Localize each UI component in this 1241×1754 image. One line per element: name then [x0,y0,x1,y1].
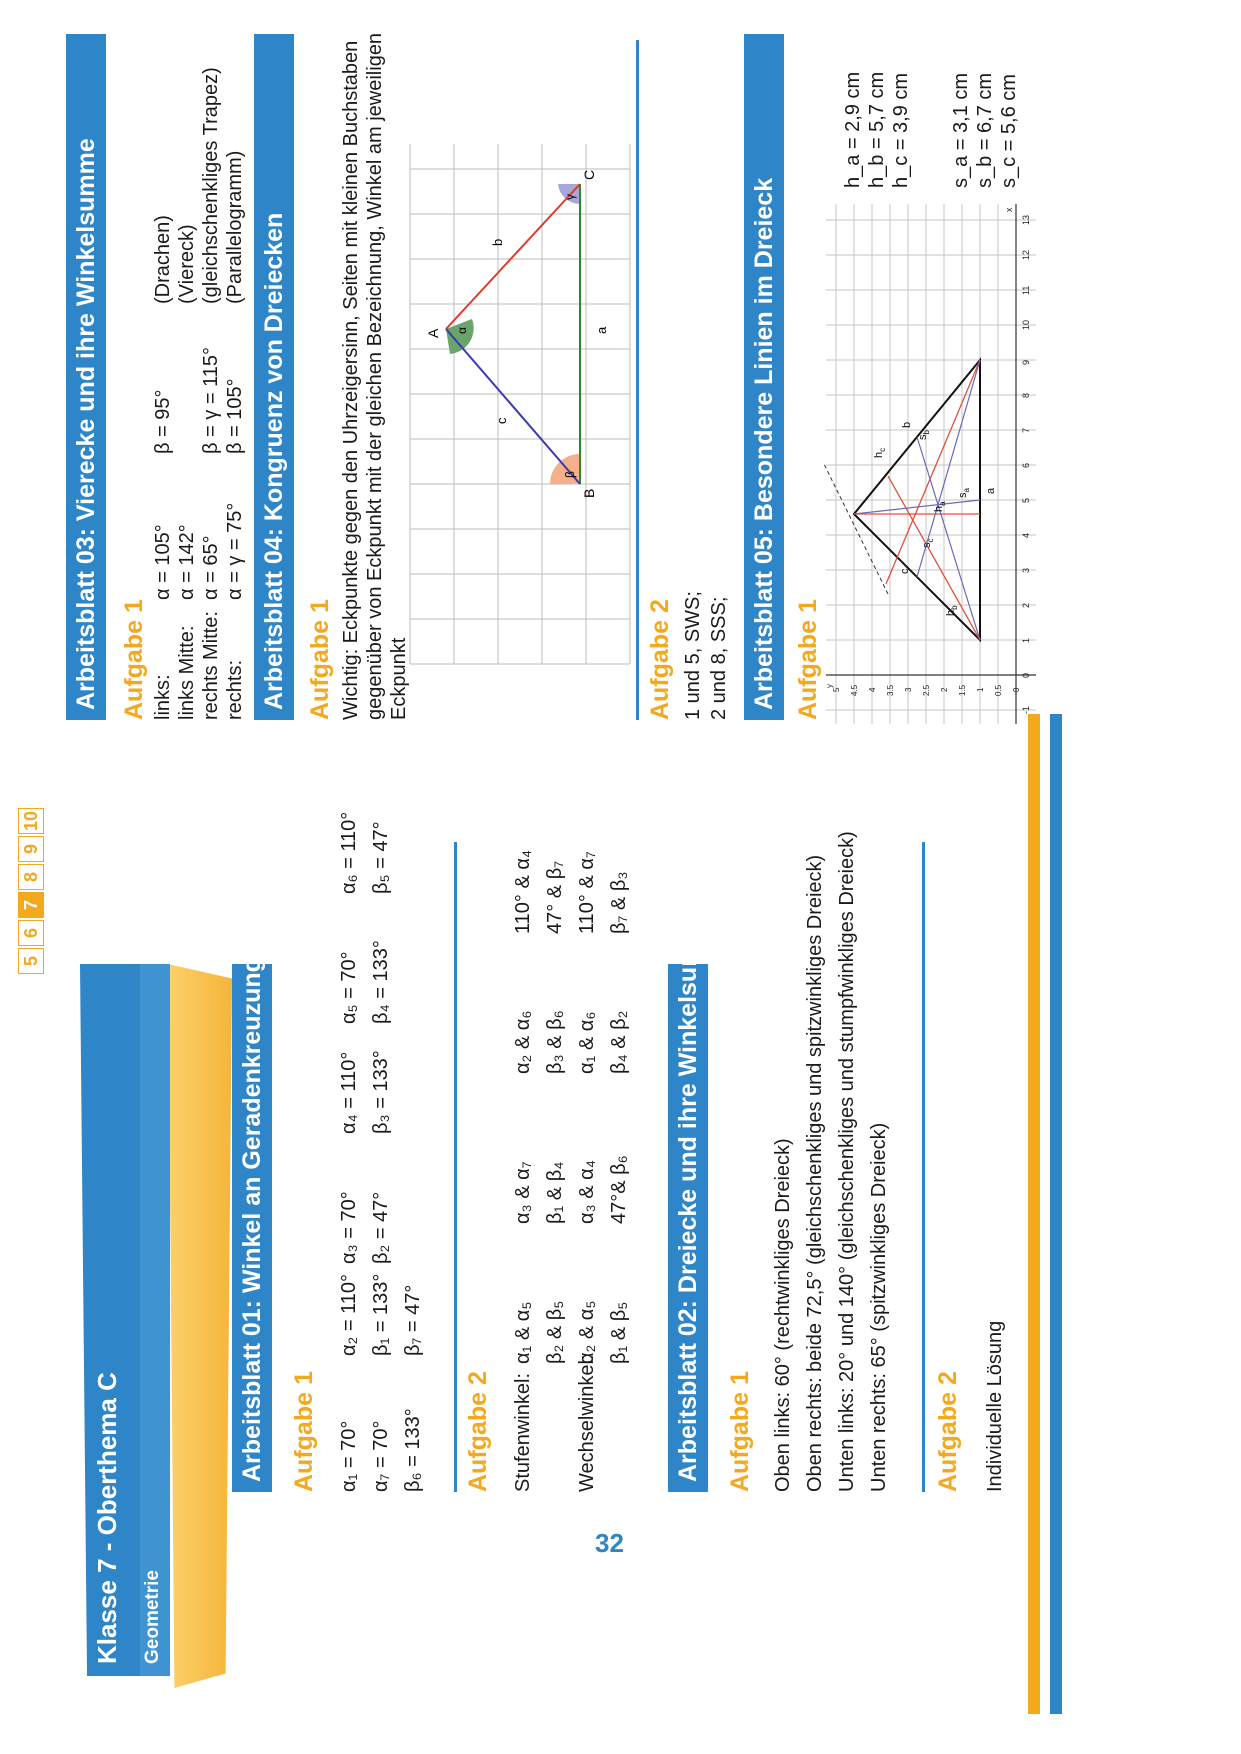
column-divider-blue [1050,714,1062,1714]
val: β₇ & β₃ [608,871,630,934]
cell: (gleichschenkliges Trapez) [200,67,222,304]
cell: α = 142° [176,524,198,600]
ab03-aufgabe1-heading: Aufgabe 1 [120,599,148,720]
ab02-line: Unten rechts: 65° (spitzwinkliges Dreieck) [868,1122,890,1492]
label-a: a [985,487,997,494]
tick: 4 [868,687,877,692]
separator [636,40,639,720]
label-b: b [901,421,913,428]
page-number: 32 [595,1528,624,1559]
tab-10[interactable]: 10 [18,808,44,834]
tick: 3.5 [886,684,895,696]
val: α₂ & α₅ [576,1300,598,1364]
tick: 5 [1021,497,1031,503]
angle-beta-label: β [563,471,577,478]
ab04-a2-line: 1 und 5, SWS; [682,591,704,720]
val: α₃ & α₇ [512,1161,534,1224]
tab-9[interactable]: 9 [18,836,44,862]
tick: 8 [1021,392,1031,398]
label-sa: $s_a$ [957,488,971,498]
ab04-triangle-figure [410,144,630,664]
ab02-aufgabe1-heading: Aufgabe 1 [726,1371,754,1492]
label-sb: $s_b$ [917,430,931,440]
ab05-aufgabe1-heading: Aufgabe 1 [794,599,822,720]
label-c: c [899,568,911,574]
tick: 1 [976,687,985,692]
y-tick-labels [825,684,1021,696]
ab02-a2-text: Individuelle Lösung [984,1320,1006,1492]
stufenwinkel-label: Stufenwinkel: [512,1373,534,1492]
tick: -1 [1021,705,1031,714]
cell: α = 65° [200,535,222,600]
ab02-line: Unten links: 20° und 140° (gleichschenkliges und stumpfwinkliges Dreieck) [836,831,858,1492]
height-hb: h_b = 5,7 cm [866,71,888,188]
ab05-coordinate-figure [826,194,1048,724]
val: α₃ = 70° [338,1191,360,1264]
ab02-line: Oben links: 60° (rechtwinkliges Dreieck) [772,1138,794,1492]
grid [410,144,630,664]
cell: links Mitte: [176,625,198,720]
median-sc-value: s_c = 5,6 cm [998,74,1020,188]
val: α₁ & α₅ [512,1301,534,1364]
tick: 6 [1021,462,1031,468]
altitude-hc [886,360,980,584]
header-yellow-stripe [168,964,232,1688]
val: α₆ = 110° [338,811,360,894]
column-divider-orange [1028,714,1040,1714]
side-b [446,184,580,329]
cell: links: [152,674,174,720]
tick: 7 [1021,427,1031,433]
val: β₇ = 47° [402,1284,424,1356]
ab04-note: Eckpunkt [388,637,410,720]
val: β₄ = 133° [370,940,392,1024]
label-hc: $h_c$ [873,447,887,458]
cell: (Viereck) [176,224,198,304]
val: α₄ = 110° [338,1051,360,1134]
ab05-title: Arbeitsblatt 05: Besondere Linien im Dreieck [744,34,784,720]
val: α₃ & α₄ [576,1160,598,1224]
altitude-hb [888,476,980,640]
tick: 1.5 [958,684,967,696]
cell: β = 105° [224,378,246,454]
cell: rechts Mitte: [200,611,222,720]
tick: 13 [1021,214,1031,225]
tick: 0 [1012,687,1021,692]
x-tick-labels [1004,207,1031,714]
ab02-title: Arbeitsblatt 02: Dreiecke und ihre Winkelsumme [668,964,708,1492]
cell: (Drachen) [152,215,174,304]
side-c [446,329,580,484]
val: β₁ = 133° [370,1273,392,1356]
tick: 1 [1021,637,1031,643]
header-subtitle: Geometrie [142,1570,163,1664]
cell: α = γ = 75° [224,502,246,600]
cell: β = 95° [152,389,174,454]
separator [922,842,925,1492]
tick: 2 [940,687,949,692]
ab02-line: Oben rechts: beide 72,5° (gleichschenkliges und spitzwinkliges Dreieck) [804,854,826,1492]
val: β₆ = 133° [402,1408,424,1492]
val: β₄ & β₂ [608,1010,630,1074]
median-sa-value: s_a = 3,1 cm [950,72,972,188]
tick: 2 [1021,602,1031,608]
val: α₁ & α₆ [576,1011,598,1074]
tick: 4.5 [850,684,859,696]
val: 110° & α₄ [512,849,534,934]
median-sa [854,500,980,514]
ab01-aufgabe1-heading: Aufgabe 1 [290,1371,318,1492]
vertex-A-label: A [425,328,441,338]
cell: β = γ = 115° [200,347,222,454]
ab04-title: Arbeitsblatt 04: Kongruenz von Dreiecken [254,34,294,720]
cell: rechts: [224,659,246,720]
val: α₇ = 70° [370,1420,392,1492]
y-axis-label: y [825,684,834,688]
tab-8[interactable]: 8 [18,864,44,890]
tick: 0 [1021,672,1031,678]
tick: 3 [904,687,913,692]
val: β₁ & β₄ [544,1161,566,1224]
tick: 10 [1021,319,1031,330]
height-ha: h_a = 2,9 cm [842,71,864,188]
side-c-label: c [494,417,509,424]
ab01-title: Arbeitsblatt 01: Winkel an Geradenkreuzungen [232,964,272,1492]
angle-alpha-label: α [455,327,469,334]
val: β₂ = 47° [370,1191,392,1264]
val: 47°& β₆ [608,1155,630,1224]
val: β₅ = 47° [370,821,392,894]
val: β₃ = 133° [370,1050,392,1134]
val: α₂ = 110° [338,1273,360,1356]
val: β₁ & β₅ [608,1301,630,1364]
val: β₂ & β₅ [544,1300,566,1364]
cell: α = 105° [152,524,174,600]
x-axis-label: x [1004,207,1014,212]
angle-gamma-label: γ [563,194,577,200]
ab04-note: gegenüber von Eckpunkt mit der gleichen Bezeichnung, Winkel am jeweiligen [364,32,386,720]
label-ha: $h_a$ [933,501,947,512]
val: α₅ = 70° [338,951,360,1024]
grid [826,204,1036,724]
val: β₃ & β₆ [544,1010,566,1074]
tick: 3 [1021,567,1031,573]
tab-6[interactable]: 6 [18,920,44,946]
line-labels [873,422,997,616]
header-title: Klasse 7 - Oberthema C [92,1372,122,1664]
ab02-aufgabe2-heading: Aufgabe 2 [934,1371,962,1492]
wechselwinkel-label: Wechselwinkel: [576,1354,598,1492]
tick: 2.5 [922,684,931,696]
side-b-label: b [490,238,505,246]
tick: 12 [1021,249,1031,260]
label-sc: $s_c$ [921,538,935,548]
ab01-aufgabe2-heading: Aufgabe 2 [464,1371,492,1492]
vertex-B-label: B [581,488,597,498]
cell: (Parallelogramm) [224,150,246,304]
ab03-title: Arbeitsblatt 03: Vierecke und ihre Winkelsumme [66,34,106,720]
ab04-aufgabe2-heading: Aufgabe 2 [646,599,674,720]
tick: 5 [832,687,841,692]
tick: 4 [1021,532,1031,538]
val: 110° & α₇ [576,851,598,934]
val: 47° & β₇ [544,860,566,934]
tick: 0.5 [994,684,1003,696]
median-sb-value: s_b = 6,7 cm [974,72,996,188]
tick: 9 [1021,359,1031,365]
side-a-label: a [594,326,609,334]
height-hc: h_c = 3,9 cm [890,72,912,188]
val: α₁ = 70° [338,1420,360,1492]
ab04-note: Wichtig: Eckpunkte gegen den Uhrzeigersinn, Seiten mit kleinen Buchstaben [340,40,362,720]
tab-5[interactable]: 5 [18,948,44,974]
ab04-a2-line: 2 und 8, SSS; [708,596,730,720]
separator [454,842,457,1492]
vertex-C-label: C [581,169,597,180]
tick: 11 [1021,285,1031,295]
label-hb: $h_b$ [945,605,959,616]
val: α₂ & α₆ [512,1010,534,1074]
tab-7[interactable]: 7 [18,892,44,918]
ab04-aufgabe1-heading: Aufgabe 1 [306,599,334,720]
